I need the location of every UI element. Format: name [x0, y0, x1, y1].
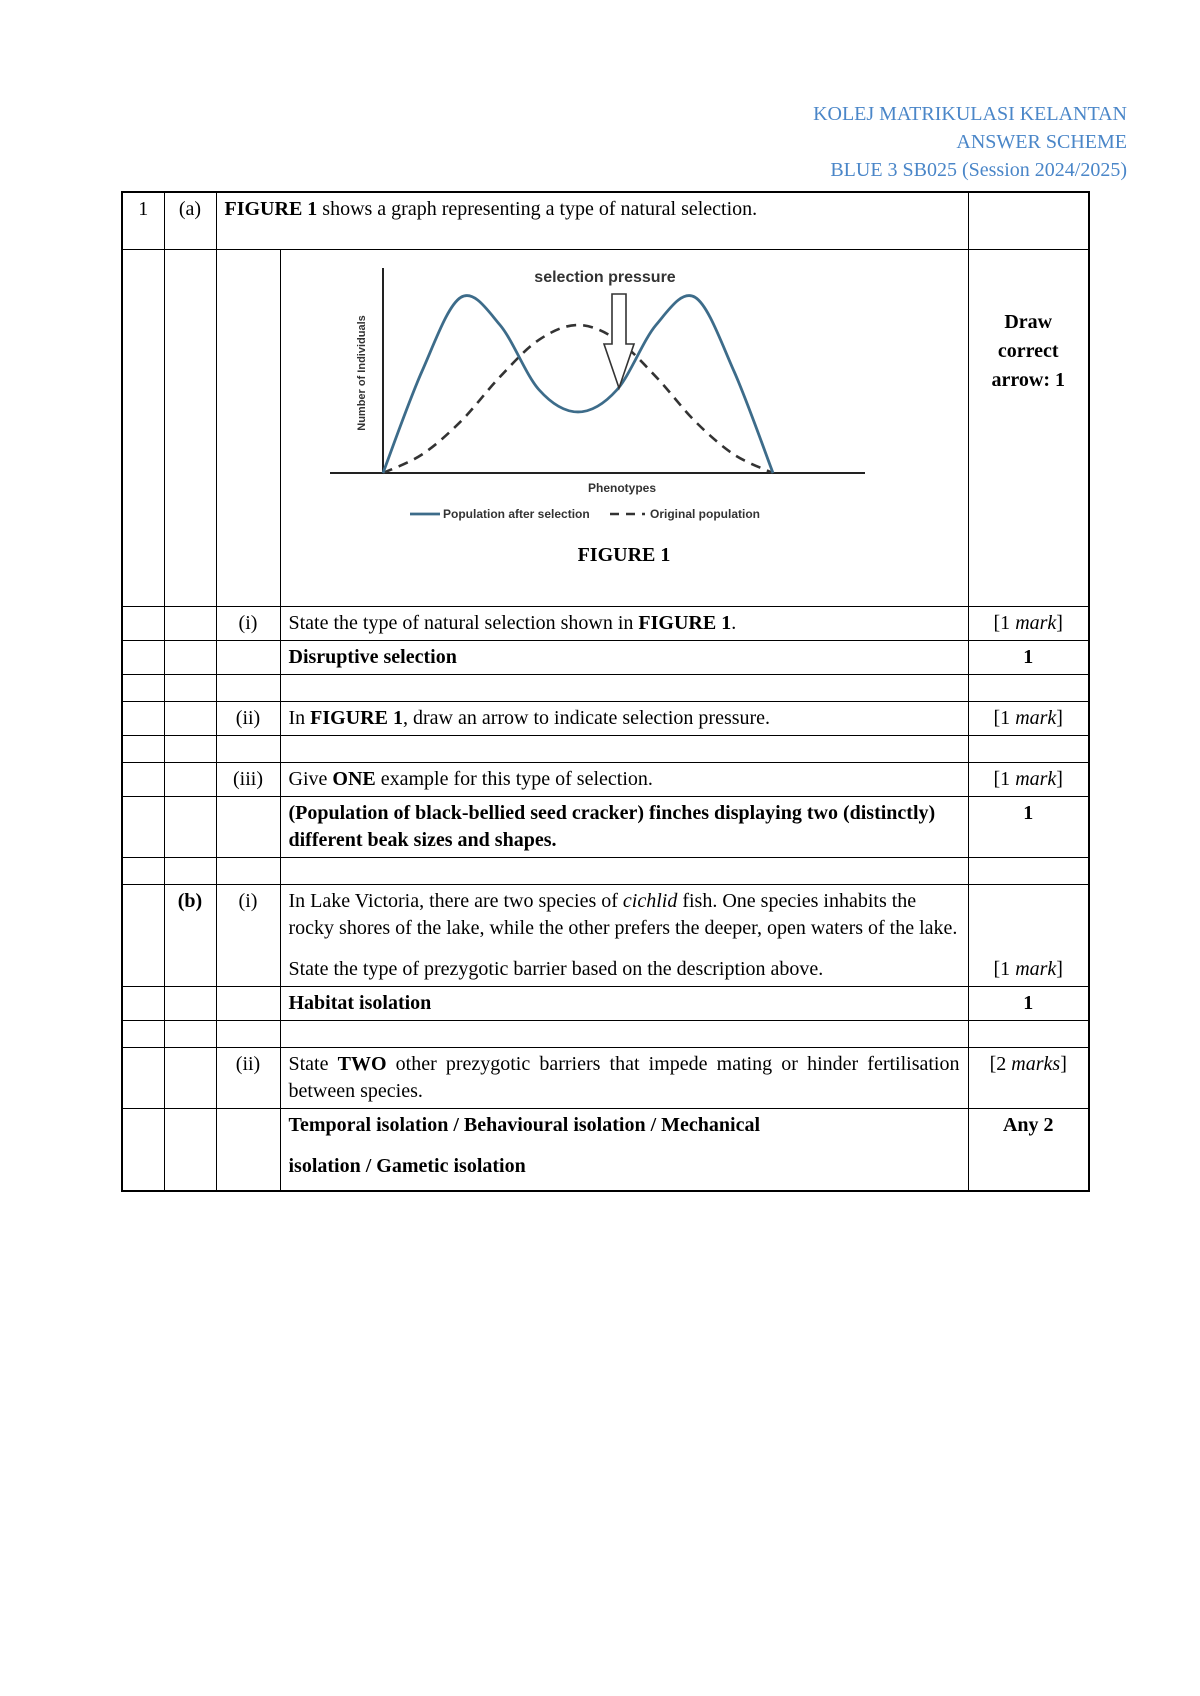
- table-row: [122, 249, 1089, 606]
- answer-mark: 1: [968, 640, 1089, 674]
- intro-text: shows a graph representing a type of natural selection.: [317, 198, 758, 220]
- marks-allocation: [1 mark]: [968, 762, 1089, 796]
- table-row: [122, 192, 1089, 249]
- answer-text: Disruptive selection: [280, 640, 968, 674]
- intro-figure-ref: FIGURE 1: [224, 198, 318, 220]
- question-text: State the type of natural selection shown in FIGURE 1.: [280, 606, 968, 640]
- answer-text: (Population of black-bellied seed cracker) finches displaying two (distinctly) different beak sizes and shapes.: [280, 796, 968, 857]
- series-original-population-line: [383, 325, 773, 473]
- subpart-label: (i): [216, 884, 280, 986]
- table-row: [122, 884, 1089, 986]
- table-row: [122, 1047, 1089, 1108]
- table-row: [122, 735, 1089, 762]
- table-row: [122, 796, 1089, 857]
- document-header: [813, 100, 1127, 184]
- table-row: [122, 606, 1089, 640]
- figure-mark-text: Draw correct arrow: 1: [991, 310, 1065, 391]
- answer-mark: Any 2: [968, 1108, 1089, 1191]
- table-row: [122, 701, 1089, 735]
- question-number: 1: [122, 192, 164, 249]
- x-axis-label: Phenotypes: [587, 480, 656, 495]
- table-row: [122, 674, 1089, 701]
- question-text: Give ONE example for this type of selection.: [280, 762, 968, 796]
- subpart-label: (ii): [216, 1047, 280, 1108]
- question-text: In FIGURE 1, draw an arrow to indicate selection pressure.: [280, 701, 968, 735]
- question-intro: [216, 192, 968, 249]
- question-text: State TWO other prezygotic barriers that impede mating or hinder fertilisation between species.: [280, 1047, 968, 1108]
- mark-cell: [968, 192, 1089, 249]
- table-row: [122, 857, 1089, 884]
- subpart-label: (i): [216, 606, 280, 640]
- legend-original-population: Original population: [649, 506, 760, 521]
- series-population-after-selection-line: [383, 295, 773, 472]
- header-paper-session: BLUE 3 SB025 (Session 2024/2025): [830, 159, 1127, 181]
- header-college: KOLEJ MATRIKULASI KELANTAN: [813, 103, 1127, 125]
- subpart-label: (ii): [216, 701, 280, 735]
- table-row: [122, 1020, 1089, 1047]
- question-text: In Lake Victoria, there are two species of cichlid fish. One species inhabits the rocky shores of the lake, while the other prefers the deeper, open waters of the lake. State the type of prezygotic barrier based on the description above.: [280, 884, 968, 986]
- selection-pressure-arrow: [604, 294, 634, 388]
- figure-cell: [280, 249, 968, 606]
- answer-text: Temporal isolation / Behavioural isolation / Mechanical isolation / Gametic isolation: [280, 1108, 968, 1191]
- marks-allocation: [1 mark]: [968, 701, 1089, 735]
- table-row: [122, 986, 1089, 1020]
- figure-mark: [968, 249, 1089, 606]
- natural-selection-graph: [325, 258, 885, 528]
- figure-caption: FIGURE 1: [577, 543, 671, 566]
- part-label: (a): [164, 192, 216, 249]
- answer-text: Habitat isolation: [280, 986, 968, 1020]
- answer-scheme-table: [121, 191, 1090, 1192]
- table-row: [122, 762, 1089, 796]
- legend-after-selection: Population after selection: [442, 506, 590, 521]
- selection-pressure-label: selection pressure: [533, 268, 676, 286]
- marks-allocation: [1 mark]: [968, 606, 1089, 640]
- marks-allocation: [2 marks]: [968, 1047, 1089, 1108]
- answer-mark: 1: [968, 986, 1089, 1020]
- subpart-label: (iii): [216, 762, 280, 796]
- header-answer-scheme: ANSWER SCHEME: [956, 131, 1127, 153]
- answer-mark: 1: [968, 796, 1089, 857]
- marks-allocation: [1 mark]: [968, 884, 1089, 986]
- table-row: [122, 640, 1089, 674]
- part-label: (b): [164, 884, 216, 986]
- table-row: [122, 1108, 1089, 1191]
- y-axis-label: Number of Individuals: [355, 314, 368, 431]
